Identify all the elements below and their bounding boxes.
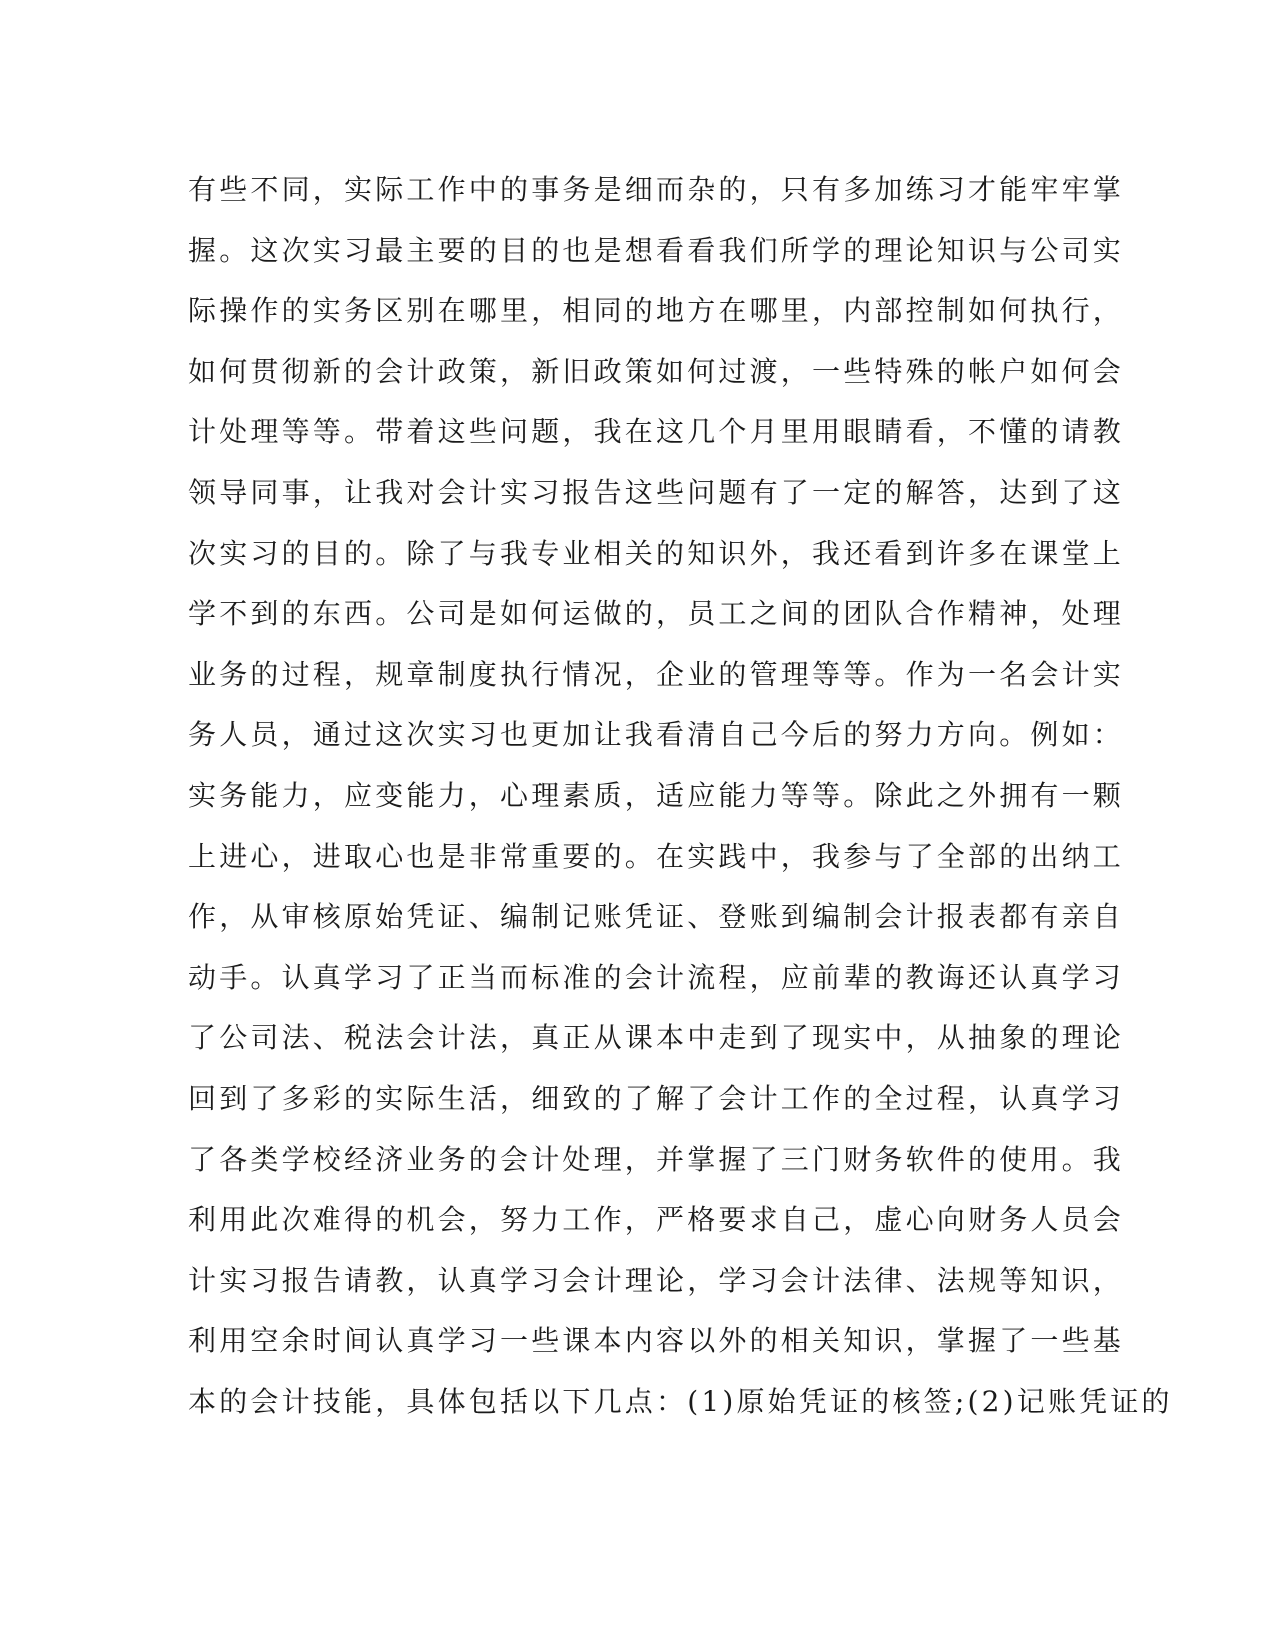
text-line: 领导同事，让我对会计实习报告这些问题有了一定的解答，达到了这 xyxy=(188,475,1125,509)
text-line: 业务的过程，规章制度执行情况，企业的管理等等。作为一名会计实 xyxy=(188,657,1125,691)
text-line: 回到了多彩的实际生活，细致的了解了会计工作的全过程，认真学习 xyxy=(188,1081,1125,1115)
text-line: 作，从审核原始凭证、编制记账凭证、登账到编制会计报表都有亲自 xyxy=(188,900,1125,934)
text-line: 利用此次难得的机会，努力工作，严格要求自己，虚心向财务人员会 xyxy=(188,1203,1125,1237)
text-line: 上进心，进取心也是非常重要的。在实践中，我参与了全部的出纳工 xyxy=(188,839,1125,873)
text-line: 利用空余时间认真学习一些课本内容以外的相关知识，掌握了一些基 xyxy=(188,1324,1125,1358)
text-line: 务人员，通过这次实习也更加让我看清自己今后的努力方向。例如： xyxy=(188,718,1125,752)
text-line: 学不到的东西。公司是如何运做的，员工之间的团队合作精神，处理 xyxy=(188,597,1125,631)
text-line: 了公司法、税法会计法，真正从课本中走到了现实中，从抽象的理论 xyxy=(188,1021,1125,1055)
text-line: 握。这次实习最主要的目的也是想看看我们所学的理论知识与公司实 xyxy=(188,233,1125,267)
text-line: 实务能力，应变能力，心理素质，适应能力等等。除此之外拥有一颗 xyxy=(188,778,1125,812)
text-line: 动手。认真学习了正当而标准的会计流程，应前辈的教诲还认真学习 xyxy=(188,960,1125,994)
text-line: 了各类学校经济业务的会计处理，并掌握了三门财务软件的使用。我 xyxy=(188,1142,1125,1176)
text-line: 际操作的实务区别在哪里，相同的地方在哪里，内部控制如何执行， xyxy=(188,294,1125,328)
text-line: 有些不同，实际工作中的事务是细而杂的，只有多加练习才能牢牢掌 xyxy=(188,173,1125,206)
text-line: 计实习报告请教，认真学习会计理论，学习会计法律、法规等知识， xyxy=(188,1263,1125,1297)
text-line: 本的会计技能，具体包括以下几点：(1)原始凭证的核签;(2)记账凭证的 xyxy=(188,1384,1173,1418)
text-line: 次实习的目的。除了与我专业相关的知识外，我还看到许多在课堂上 xyxy=(188,536,1125,570)
text-line: 计处理等等。带着这些问题，我在这几个月里用眼睛看，不懂的请教 xyxy=(188,415,1125,449)
body-text xyxy=(188,160,1173,1432)
text-line: 如何贯彻新的会计政策，新旧政策如何过渡，一些特殊的帐户如何会 xyxy=(188,354,1125,388)
